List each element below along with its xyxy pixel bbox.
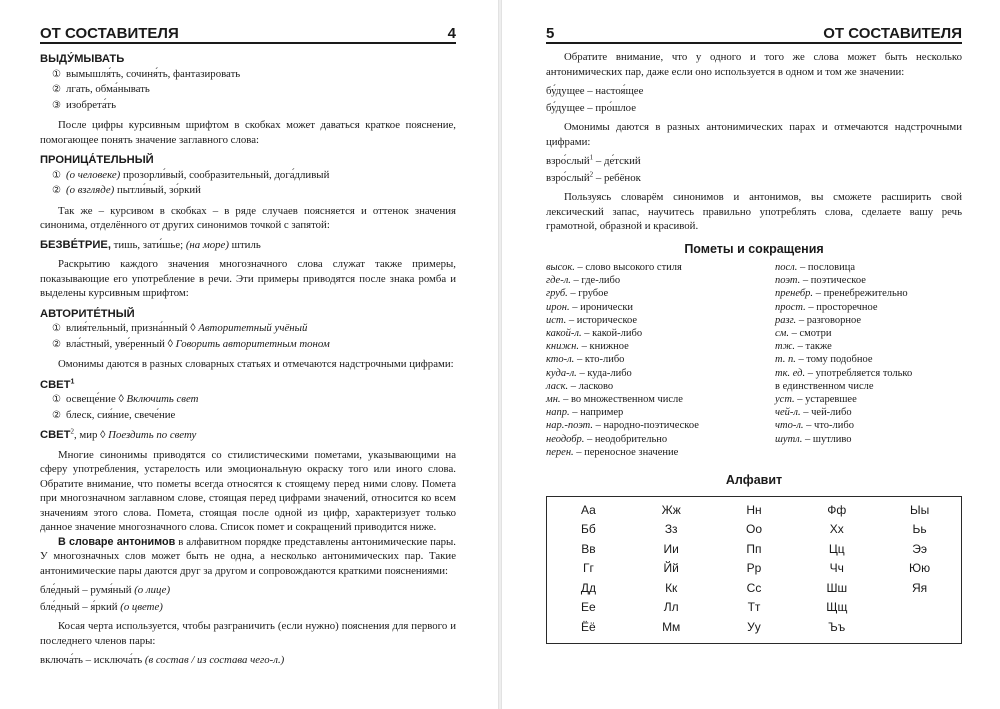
label-entry [546, 301, 775, 314]
label-definition: – народно-поэтическое [593, 420, 699, 432]
label-definition: – иронически [569, 301, 634, 313]
label-entry [775, 327, 962, 340]
label-abbreviation: мн. [546, 394, 561, 406]
page-left [0, 0, 498, 709]
header-title: ОТ СОСТАВИТЕЛЯ [40, 25, 179, 42]
label-abbreviation: ист. [546, 314, 567, 326]
alphabet-letter: Ыы [909, 502, 930, 517]
label-entry [546, 406, 775, 419]
label-abbreviation: где-л. [546, 275, 571, 287]
example-pair: бу́дущее – про́шлое [546, 101, 636, 114]
paragraph: Обратите внимание, что у одного и того же слова может быть несколько антонимических пар, даже если оно используется в одном и том же значении: [546, 51, 962, 78]
entry-sense: ① вымышля́ть, сочиня́ть, фантазировать [52, 67, 241, 80]
label-abbreviation: куда-л. [546, 367, 577, 379]
alphabet-letter: Кк [665, 580, 678, 595]
example-pair: включа́ть – исключа́ть (в состав / из состава чего-л.) [40, 654, 285, 666]
entry-headword: ПРОНИЦА́ТЕЛЬНЫЙ [40, 154, 154, 166]
label-entry [546, 446, 775, 459]
alphabet-letter: Рр [746, 561, 762, 576]
label-definition: – книжное [578, 341, 629, 353]
labels-column-right [775, 261, 962, 459]
alphabet-letter: Уу [747, 619, 761, 634]
label-abbreviation: уст. [775, 394, 795, 406]
example-pair: бле́дный – румя́ный (о лице) [40, 584, 171, 596]
alphabet-letter: Тт [747, 600, 761, 615]
label-definition: – также [794, 341, 832, 353]
alphabet-letter: Пп [746, 541, 762, 556]
label-entry [775, 301, 962, 314]
label-entry [546, 340, 775, 353]
label-abbreviation: разг. [775, 314, 797, 326]
alphabet-letter: Юю [909, 561, 931, 576]
page-number: 5 [546, 25, 555, 42]
label-definition: – кто-либо [574, 354, 625, 366]
labels-column-left [546, 261, 775, 459]
page-number: 4 [447, 25, 456, 42]
label-entry [546, 367, 775, 380]
label-definition: – шутливо [802, 433, 852, 445]
label-definition: – употребляется только [805, 367, 913, 379]
entry-sense: ② блеск, сия́ние, свече́ние [52, 408, 176, 421]
alphabet-column [878, 501, 961, 638]
label-entry [775, 314, 962, 327]
example-pair: бу́дущее – настоя́щее [546, 85, 644, 97]
entry-headword: СВЕТ$^1$ [40, 377, 75, 391]
example-pair: бле́дный – я́ркий (о цвете) [40, 600, 163, 613]
alphabet-letter: Сс [746, 580, 762, 595]
label-abbreviation: неодобр. [546, 433, 585, 445]
entry-sense: ② вла́стный, уве́ренный ◊ Говорить авторитетным тоном [52, 337, 330, 350]
label-abbreviation: пренебр. [775, 288, 814, 300]
labels-list [546, 261, 962, 459]
label-abbreviation: нар.-поэт. [546, 420, 594, 432]
paragraph: Косая черта используется, чтобы разграничить (если нужно) пояснения для первого и последнего членов пары: [40, 620, 456, 647]
label-entry [775, 393, 962, 406]
paragraph: После цифры курсивным шрифтом в скобках может даваться краткое пояснение, помогающее понять значение заглавного слова: [40, 119, 456, 146]
alphabet-letter: Оо [745, 522, 762, 537]
alphabet-letter: Ии [663, 541, 679, 556]
alphabet-letter: Ьь [912, 522, 927, 537]
label-abbreviation: книжн. [546, 341, 579, 353]
label-definition: – чей-либо [800, 407, 852, 419]
alphabet-title: Алфавит [725, 473, 783, 488]
alphabet-letter: Цц [828, 541, 845, 556]
label-entry [546, 274, 775, 287]
alphabet-letter: Лл [663, 600, 679, 615]
alphabet-table [546, 496, 962, 645]
label-definition: – что-либо [803, 420, 854, 432]
alphabet-letter: Ее [581, 600, 596, 615]
label-entry [775, 367, 962, 380]
label-definition: – тому подобное [795, 354, 873, 366]
example-pair: взро́слый$^1$ – де́тский [546, 153, 641, 167]
alphabet-letter: Фф [827, 502, 847, 517]
label-abbreviation: высок. [546, 262, 575, 273]
label-definition: – например [569, 407, 624, 419]
alphabet-letter: Ёё [581, 619, 596, 634]
alphabet-letter: Дд [580, 580, 596, 595]
label-entry [546, 433, 775, 446]
entry-sense: ③ изобрета́ть [52, 98, 117, 111]
alphabet-letter: Ээ [912, 541, 927, 556]
alphabet-letter: Нн [746, 502, 762, 517]
paragraph: Омонимы даются в разных словарных статьях и отмечаются надстрочными цифрами: [58, 358, 454, 370]
entry-headword: АВТОРИТЕ́ТНЫЙ [40, 307, 135, 320]
label-abbreviation: груб. [546, 288, 568, 300]
label-entry [775, 274, 962, 287]
alphabet-letter: Вв [581, 541, 596, 556]
label-abbreviation: ласк. [546, 380, 569, 392]
label-definition: – пренебрежительно [813, 288, 908, 300]
label-entry [546, 314, 775, 327]
label-entry [775, 287, 962, 300]
running-head-left [40, 20, 456, 44]
entry-sense: ② (о взгляде) пытли́вый, зо́ркий [52, 184, 201, 196]
label-definition: – неодобрительно [584, 433, 668, 445]
label-abbreviation: поэт. [775, 275, 801, 287]
alphabet-letter: Бб [581, 522, 596, 537]
label-entry [775, 353, 962, 366]
alphabet-letter: Хх [829, 522, 844, 537]
label-abbreviation: напр. [546, 407, 570, 419]
label-abbreviation: что-л. [775, 420, 804, 432]
entry-inline: БЕЗВЕ́ТРИЕ, тишь, зати́шье; (на море) штиль [40, 238, 261, 251]
label-entry [546, 380, 775, 393]
label-entry [546, 287, 775, 300]
label-abbreviation: шутл. [775, 433, 803, 445]
label-definition: – устаревшее [794, 394, 857, 406]
label-entry [775, 340, 962, 353]
right-column [546, 50, 962, 644]
label-definition: в единственном числе [775, 380, 874, 392]
entry-sense: ① влия́тельный, призна́нный ◊ Авторитетный учёный [52, 322, 308, 334]
label-entry [546, 327, 775, 340]
label-entry [775, 380, 962, 393]
label-abbreviation: т. п. [775, 354, 796, 366]
alphabet-letter: Мм [662, 619, 681, 634]
label-definition: – во множественном числе [560, 394, 683, 406]
page-right [502, 0, 1000, 709]
alphabet-letter: Жж [661, 502, 681, 517]
label-abbreviation: тж. [775, 341, 795, 353]
label-definition: – куда-либо [576, 367, 632, 379]
label-entry [546, 353, 775, 366]
left-column [40, 50, 456, 668]
diamond-icon: ◊ [167, 337, 173, 350]
label-abbreviation: чей-л. [775, 407, 801, 419]
diamond-icon: ◊ [100, 429, 106, 441]
label-entry [775, 433, 962, 446]
entry-sense: ① освеще́ние ◊ Включить свет [52, 393, 199, 405]
label-abbreviation: тк. ед. [775, 367, 806, 379]
label-abbreviation: ирон. [546, 301, 570, 313]
alphabet-column [630, 501, 713, 638]
alphabet-letter: Щщ [826, 600, 848, 615]
label-definition: – слово высокого стиля [574, 262, 682, 273]
alphabet-letter: Зз [664, 522, 678, 537]
label-entry [775, 419, 962, 432]
label-abbreviation: перен. [546, 446, 574, 458]
label-entry [546, 419, 775, 432]
label-definition: – переносное значение [573, 446, 679, 458]
entry-sense: ② лгать, обма́нывать [52, 83, 150, 95]
header-title: ОТ СОСТАВИТЕЛЯ [823, 25, 962, 42]
running-head-right [546, 20, 962, 44]
label-abbreviation: прост. [775, 301, 806, 313]
label-entry [775, 406, 962, 419]
diamond-icon: ◊ [118, 393, 124, 405]
label-abbreviation: кто-л. [546, 354, 575, 366]
paragraph: Омонимы даются в разных антонимических парах и отмечаются надстрочными цифрами: [546, 121, 962, 148]
label-definition: – ласково [568, 380, 614, 392]
alphabet-letter: Аа [580, 502, 596, 517]
label-definition: – смотри [789, 328, 832, 340]
alphabet-letter: Шш [826, 580, 848, 595]
paragraph: Многие синонимы приводятся со стилистическими пометами, указывающими на сферу употребления, устарелость или эмоциональную окраску того или иного слова. Обратите внимание, что пометы всегда относятся к стоящему перед ними слову. Помета при многозначном заглавном слове, стоящая перед цифрами значений, относится ко всем значениям этого слова. Помета, стоящая после одной из цифр, характеризует только данное значение многозначного слова. Список помет и сокращений приводится ниже. [40, 448, 456, 533]
label-definition: – просторечное [805, 301, 878, 313]
label-definition: – разговорное [796, 314, 862, 326]
alphabet-letter: Ъъ [828, 619, 846, 634]
entry-headword: ВЫДУ́МЫВАТЬ [40, 53, 125, 65]
label-definition: – историческое [566, 314, 638, 326]
labels-section-title: Пометы и сокращения [684, 241, 824, 256]
alphabet-letter: Чч [829, 561, 844, 576]
alphabet-letter: Яя [912, 580, 928, 595]
label-entry [775, 261, 962, 274]
label-entry [546, 393, 775, 406]
label-definition: – пословица [797, 262, 856, 273]
label-definition: – грубое [567, 288, 609, 300]
entry-inline: СВЕТ$^2$, мир ◊ Поездить по свету [40, 427, 197, 441]
label-definition: – какой-либо [581, 328, 643, 340]
alphabet-column [713, 501, 796, 638]
paragraph: Пользуясь словарём синонимов и антонимов, вы сможете расширить свой лексический запас, научитесь правильно употреблять слова, сделаете вашу речь грамотной, образной и красивой. [546, 191, 962, 232]
label-definition: – поэтическое [800, 275, 866, 287]
alphabet-column [547, 501, 630, 638]
label-abbreviation: посл. [775, 262, 798, 273]
label-abbreviation: см. [775, 328, 789, 340]
alphabet-letter: Гг [582, 561, 594, 576]
label-definition: – где-либо [570, 275, 621, 287]
alphabet-letter: Йй [663, 561, 679, 576]
paragraph: Раскрытию каждого значения многозначного слова служат также примеры, показывающие его употребление в речи. Эти примеры приводятся после знака ромба и выделены курсивным шрифтом: [40, 258, 456, 299]
label-entry [546, 261, 775, 274]
alphabet-column [795, 501, 878, 638]
example-pair: взро́слый$^2$ – ребёнок [546, 169, 641, 184]
label-abbreviation: какой-л. [546, 328, 582, 340]
paragraph: В словаре антонимов в алфавитном порядке представлены антонимические пары. У многозначных слов может быть не одна, а несколько антонимических пар. Такие антонимические пары даются друг за другом и сопровождаются краткими пояснениями: [40, 535, 456, 577]
entry-sense: ① (о человеке) прозорли́вый, сообразительный, дога́дливый [52, 168, 330, 181]
diamond-icon: ◊ [190, 322, 196, 334]
paragraph: Так же – курсивом в скобках – в ряде случаев поясняется и оттенок значения синонима, отделённого от других синонимов точкой с запятой: [40, 204, 456, 231]
